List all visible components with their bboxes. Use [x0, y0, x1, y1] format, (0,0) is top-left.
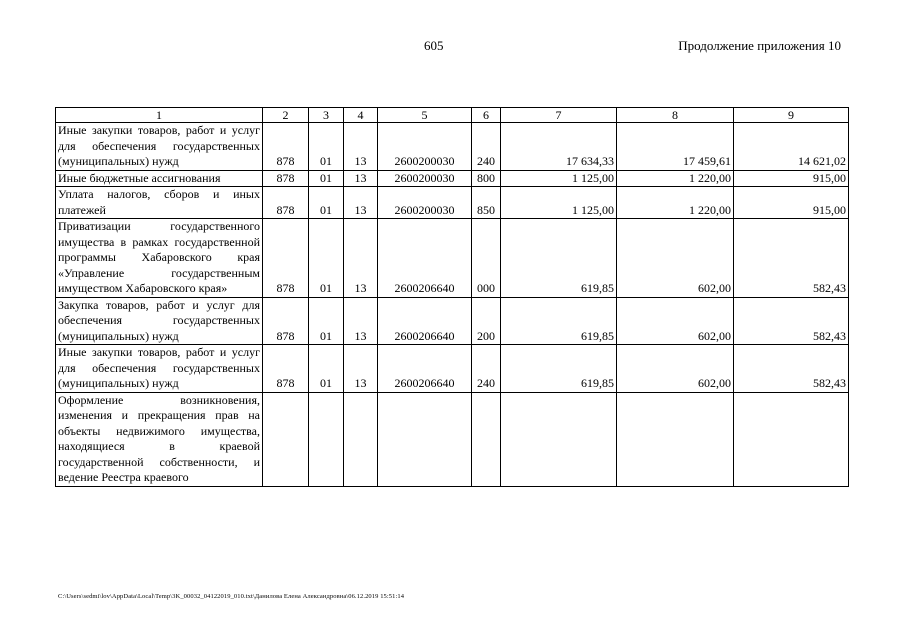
cell-amount-7 [501, 392, 617, 486]
cell-type: 800 [472, 170, 501, 187]
column-header: 8 [617, 108, 734, 123]
cell-target: 2600200030 [378, 187, 472, 219]
column-number-row [56, 108, 849, 123]
cell-section: 01 [309, 297, 344, 345]
cell-subsection: 13 [344, 187, 378, 219]
cell-amount-9: 14 621,02 [734, 123, 849, 171]
cell-target: 2600206640 [378, 297, 472, 345]
table-row [56, 187, 849, 219]
file-path-footer: C:\Users\sedmi\lov\AppData\Local\Temp\3K_00032_04122019_010.txt\Данилова Елена Александровна\06.12.2019 15:51:14 [58, 593, 405, 600]
column-header: 6 [472, 108, 501, 123]
page-number: 605 [424, 38, 444, 53]
cell-amount-8: 602,00 [617, 345, 734, 393]
cell-type [472, 392, 501, 486]
cell-section: 01 [309, 170, 344, 187]
cell-amount-9: 582,43 [734, 297, 849, 345]
column-header: 3 [309, 108, 344, 123]
cell-target: 2600206640 [378, 345, 472, 393]
cell-amount-8: 602,00 [617, 219, 734, 298]
cell-subsection: 13 [344, 219, 378, 298]
cell-subsection: 13 [344, 297, 378, 345]
row-name: Приватизации государственного имущества в рамках государственной программы Хабаровского края «Управление государственным имуществом Хабаровского края» [56, 219, 263, 298]
cell-type: 240 [472, 345, 501, 393]
table-row [56, 345, 849, 393]
appendix-title: Продолжение приложения 10 [678, 38, 841, 53]
cell-section: 01 [309, 219, 344, 298]
cell-section: 01 [309, 345, 344, 393]
cell-type: 000 [472, 219, 501, 298]
cell-amount-8 [617, 392, 734, 486]
cell-type: 200 [472, 297, 501, 345]
column-header: 1 [56, 108, 263, 123]
column-header: 2 [263, 108, 309, 123]
row-name: Оформление возникновения, изменения и прекращения прав на объекты недвижимого имущества, находящиеся в краевой государственной собственности, и ведение Реестра краевого [56, 392, 263, 486]
column-header: 5 [378, 108, 472, 123]
cell-amount-9: 582,43 [734, 345, 849, 393]
row-name: Иные закупки товаров, работ и услуг для обеспечения государственных (муниципальных) нужд [56, 345, 263, 393]
cell-amount-7: 1 125,00 [501, 170, 617, 187]
cell-amount-7: 17 634,33 [501, 123, 617, 171]
cell-target: 2600206640 [378, 219, 472, 298]
cell-code: 878 [263, 297, 309, 345]
cell-subsection: 13 [344, 123, 378, 171]
cell-type: 240 [472, 123, 501, 171]
budget-table [55, 107, 849, 487]
cell-section: 01 [309, 123, 344, 171]
cell-code: 878 [263, 219, 309, 298]
cell-amount-7: 1 125,00 [501, 187, 617, 219]
row-name: Уплата налогов, сборов и иных платежей [56, 187, 263, 219]
cell-code: 878 [263, 345, 309, 393]
cell-subsection: 13 [344, 170, 378, 187]
cell-amount-7: 619,85 [501, 297, 617, 345]
cell-code: 878 [263, 123, 309, 171]
cell-code: 878 [263, 170, 309, 187]
cell-subsection: 13 [344, 345, 378, 393]
row-name: Иные закупки товаров, работ и услуг для обеспечения государственных (муниципальных) нужд [56, 123, 263, 171]
cell-amount-7: 619,85 [501, 345, 617, 393]
cell-code [263, 392, 309, 486]
cell-subsection [344, 392, 378, 486]
cell-code: 878 [263, 187, 309, 219]
cell-amount-8: 1 220,00 [617, 170, 734, 187]
column-header: 4 [344, 108, 378, 123]
cell-amount-9: 582,43 [734, 219, 849, 298]
cell-target: 2600200030 [378, 123, 472, 171]
column-header: 9 [734, 108, 849, 123]
cell-amount-8: 602,00 [617, 297, 734, 345]
table-row [56, 297, 849, 345]
table-row [56, 219, 849, 298]
table-row [56, 392, 849, 486]
cell-section [309, 392, 344, 486]
table-row [56, 170, 849, 187]
cell-type: 850 [472, 187, 501, 219]
cell-amount-7: 619,85 [501, 219, 617, 298]
cell-target [378, 392, 472, 486]
row-name: Закупка товаров, работ и услуг для обеспечения государственных (муниципальных) нужд [56, 297, 263, 345]
cell-amount-8: 17 459,61 [617, 123, 734, 171]
cell-amount-9: 915,00 [734, 170, 849, 187]
cell-amount-9: 915,00 [734, 187, 849, 219]
cell-section: 01 [309, 187, 344, 219]
cell-target: 2600200030 [378, 170, 472, 187]
table-row [56, 123, 849, 171]
row-name: Иные бюджетные ассигнования [56, 170, 263, 187]
column-header: 7 [501, 108, 617, 123]
cell-amount-9 [734, 392, 849, 486]
cell-amount-8: 1 220,00 [617, 187, 734, 219]
